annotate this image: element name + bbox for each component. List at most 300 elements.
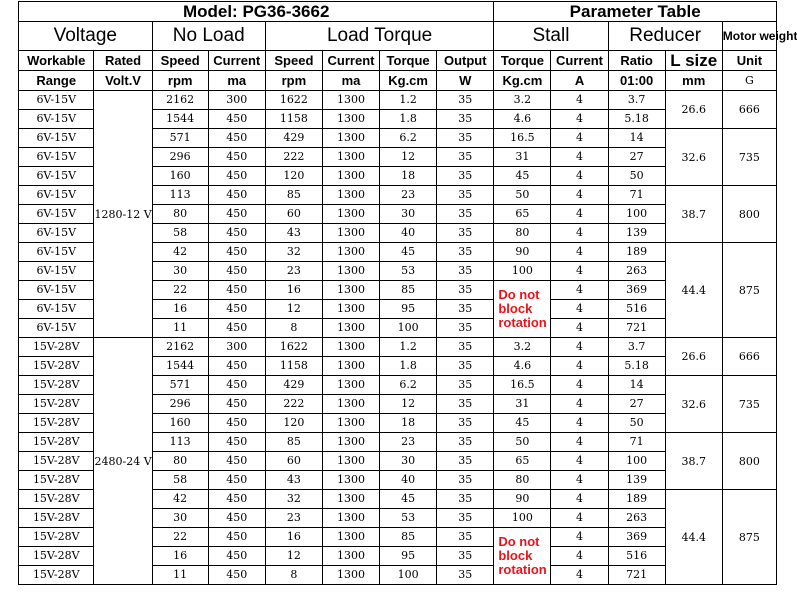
- noload-speed-cell: 11: [152, 319, 208, 338]
- load-current-cell: 1300: [322, 566, 379, 585]
- noload-speed-cell: 42: [152, 490, 208, 509]
- load-current-cell: 1300: [322, 509, 379, 528]
- load-current-cell: 1300: [322, 167, 379, 186]
- load-torque-cell: 6.2: [380, 376, 437, 395]
- stall-torque-cell: 90: [494, 490, 551, 509]
- workable-range-cell: 6V-15V: [19, 186, 94, 205]
- noload-speed-cell: 296: [152, 395, 208, 414]
- stall-current-cell: 4: [551, 224, 608, 243]
- lsize-cell: 32.6: [665, 376, 722, 433]
- noload-speed-cell: 16: [152, 547, 208, 566]
- noload-speed-cell: 22: [152, 281, 208, 300]
- lsize-cell: 26.6: [665, 91, 722, 129]
- ratio-cell: 516: [608, 300, 665, 319]
- load-torque-cell: 45: [380, 243, 437, 262]
- table-row: [19, 338, 777, 357]
- stall-torque-cell: [494, 528, 551, 585]
- unit-stall-kgcm: Kg.cm: [494, 71, 551, 91]
- parameter-table-title: Parameter Table: [494, 2, 777, 22]
- col-header-load-torque: Torque: [380, 51, 437, 71]
- workable-range-cell: 6V-15V: [19, 167, 94, 186]
- load-speed-cell: 85: [265, 433, 322, 452]
- load-current-cell: 1300: [322, 224, 379, 243]
- noload-speed-cell: 571: [152, 376, 208, 395]
- output-cell: 35: [437, 547, 494, 566]
- col-header-noload-current: Current: [208, 51, 265, 71]
- load-speed-cell: 32: [265, 490, 322, 509]
- load-current-cell: 1300: [322, 528, 379, 547]
- noload-speed-cell: 30: [152, 262, 208, 281]
- stall-current-cell: 4: [551, 566, 608, 585]
- output-cell: 35: [437, 186, 494, 205]
- weight-cell: 666: [722, 338, 776, 376]
- stall-torque-cell: 45: [494, 167, 551, 186]
- load-torque-cell: 53: [380, 509, 437, 528]
- workable-range-cell: 15V-28V: [19, 471, 94, 490]
- ratio-cell: 100: [608, 452, 665, 471]
- noload-current-cell: 450: [208, 376, 265, 395]
- ratio-cell: 100: [608, 205, 665, 224]
- output-cell: 35: [437, 528, 494, 547]
- noload-speed-cell: 571: [152, 129, 208, 148]
- load-torque-cell: 40: [380, 471, 437, 490]
- output-cell: 35: [437, 376, 494, 395]
- rated-voltage-cell: 2480-24 V: [94, 338, 152, 585]
- load-speed-cell: 120: [265, 167, 322, 186]
- stall-torque-cell: 50: [494, 186, 551, 205]
- stall-current-cell: 4: [551, 91, 608, 110]
- load-speed-cell: 43: [265, 224, 322, 243]
- load-speed-cell: 43: [265, 471, 322, 490]
- load-speed-cell: 23: [265, 509, 322, 528]
- col-header-stall-current: Current: [551, 51, 608, 71]
- output-cell: 35: [437, 414, 494, 433]
- stall-current-cell: 4: [551, 148, 608, 167]
- noload-current-cell: 450: [208, 357, 265, 376]
- load-torque-group-header: Load Torque: [265, 22, 494, 51]
- noload-speed-cell: 42: [152, 243, 208, 262]
- lsize-cell: 38.7: [665, 433, 722, 490]
- stall-torque-cell: 80: [494, 224, 551, 243]
- noload-current-cell: 450: [208, 148, 265, 167]
- load-current-cell: 1300: [322, 414, 379, 433]
- noload-current-cell: 450: [208, 243, 265, 262]
- lsize-cell: 38.7: [665, 186, 722, 243]
- load-current-cell: 1300: [322, 186, 379, 205]
- stall-torque-cell: 3.2: [494, 91, 551, 110]
- load-current-cell: 1300: [322, 148, 379, 167]
- output-cell: 35: [437, 243, 494, 262]
- output-cell: 35: [437, 110, 494, 129]
- load-speed-cell: 1622: [265, 338, 322, 357]
- ratio-cell: 50: [608, 167, 665, 186]
- workable-range-cell: 6V-15V: [19, 243, 94, 262]
- col-header-load-speed: Speed: [265, 51, 322, 71]
- noload-speed-cell: 160: [152, 414, 208, 433]
- load-torque-cell: 1.8: [380, 357, 437, 376]
- workable-range-cell: 6V-15V: [19, 319, 94, 338]
- load-torque-cell: 1.8: [380, 110, 437, 129]
- stall-current-cell: 4: [551, 281, 608, 300]
- output-cell: 35: [437, 509, 494, 528]
- load-torque-cell: 45: [380, 490, 437, 509]
- stall-torque-cell: 3.2: [494, 338, 551, 357]
- load-current-cell: 1300: [322, 262, 379, 281]
- ratio-cell: 189: [608, 490, 665, 509]
- load-speed-cell: 429: [265, 376, 322, 395]
- noload-speed-cell: 1544: [152, 110, 208, 129]
- load-current-cell: 1300: [322, 91, 379, 110]
- noload-speed-cell: 80: [152, 452, 208, 471]
- unit-noload-ma: ma: [208, 71, 265, 91]
- col-header-ratio: Ratio: [608, 51, 665, 71]
- load-current-cell: 1300: [322, 357, 379, 376]
- stall-current-cell: 4: [551, 471, 608, 490]
- load-current-cell: 1300: [322, 243, 379, 262]
- col-header-stall-torque: Torque: [494, 51, 551, 71]
- stall-group-header: Stall: [494, 22, 608, 51]
- load-torque-cell: 12: [380, 395, 437, 414]
- load-current-cell: 1300: [322, 452, 379, 471]
- stall-current-cell: 4: [551, 300, 608, 319]
- stall-torque-cell: 31: [494, 148, 551, 167]
- noload-speed-cell: 80: [152, 205, 208, 224]
- model-title: Model: PG36-3662: [19, 2, 494, 22]
- col-header-output: Output: [437, 51, 494, 71]
- load-speed-cell: 12: [265, 547, 322, 566]
- unit-volt: Volt.V: [94, 71, 152, 91]
- stall-torque-cell: 50: [494, 433, 551, 452]
- ratio-cell: 50: [608, 414, 665, 433]
- ratio-cell: 369: [608, 528, 665, 547]
- load-speed-cell: 32: [265, 243, 322, 262]
- load-torque-cell: 18: [380, 414, 437, 433]
- load-speed-cell: 23: [265, 262, 322, 281]
- stall-torque-cell: 31: [494, 395, 551, 414]
- stall-current-cell: 4: [551, 205, 608, 224]
- load-torque-cell: 100: [380, 319, 437, 338]
- lsize-cell: 32.6: [665, 129, 722, 186]
- noload-current-cell: 450: [208, 205, 265, 224]
- load-speed-cell: 222: [265, 148, 322, 167]
- ratio-cell: 189: [608, 243, 665, 262]
- unit-mm: mm: [665, 71, 722, 91]
- ratio-cell: 27: [608, 148, 665, 167]
- weight-cell: 875: [722, 243, 776, 338]
- noload-current-cell: 450: [208, 528, 265, 547]
- ratio-cell: 516: [608, 547, 665, 566]
- unit-ratio: 01:00: [608, 71, 665, 91]
- unit-header-row: [19, 71, 777, 91]
- ratio-cell: 263: [608, 509, 665, 528]
- output-cell: 35: [437, 281, 494, 300]
- ratio-cell: 139: [608, 224, 665, 243]
- load-torque-cell: 30: [380, 452, 437, 471]
- output-cell: 35: [437, 319, 494, 338]
- noload-current-cell: 450: [208, 281, 265, 300]
- stall-current-cell: 4: [551, 395, 608, 414]
- load-torque-cell: 95: [380, 300, 437, 319]
- load-current-cell: 1300: [322, 547, 379, 566]
- output-cell: 35: [437, 395, 494, 414]
- workable-range-cell: 15V-28V: [19, 357, 94, 376]
- load-torque-cell: 6.2: [380, 129, 437, 148]
- noload-current-cell: 450: [208, 509, 265, 528]
- stall-current-cell: 4: [551, 414, 608, 433]
- ratio-cell: 27: [608, 395, 665, 414]
- output-cell: 35: [437, 262, 494, 281]
- noload-current-cell: 450: [208, 319, 265, 338]
- load-current-cell: 1300: [322, 319, 379, 338]
- parameter-table: [18, 1, 797, 585]
- col-header-noload-speed: Speed: [152, 51, 208, 71]
- workable-range-cell: 15V-28V: [19, 547, 94, 566]
- noload-current-cell: 450: [208, 395, 265, 414]
- stall-torque-cell: 4.6: [494, 357, 551, 376]
- output-cell: 35: [437, 490, 494, 509]
- stall-current-cell: 4: [551, 528, 608, 547]
- voltage-group-header: Voltage: [19, 22, 153, 51]
- ratio-cell: 369: [608, 281, 665, 300]
- unit-output-w: W: [437, 71, 494, 91]
- output-cell: 35: [437, 129, 494, 148]
- noload-current-cell: 450: [208, 262, 265, 281]
- stall-current-cell: 4: [551, 319, 608, 338]
- noload-speed-cell: 58: [152, 224, 208, 243]
- stall-torque-cell: 80: [494, 471, 551, 490]
- workable-range-cell: 15V-28V: [19, 509, 94, 528]
- reducer-group-header: Reducer: [608, 22, 722, 51]
- unit-stall-a: A: [551, 71, 608, 91]
- noload-current-cell: 450: [208, 224, 265, 243]
- output-cell: 35: [437, 357, 494, 376]
- output-cell: 35: [437, 205, 494, 224]
- output-cell: 35: [437, 566, 494, 585]
- stall-torque-cell: 90: [494, 243, 551, 262]
- col-header-workable: Workable: [19, 51, 94, 71]
- load-current-cell: 1300: [322, 338, 379, 357]
- do-not-block-rotation-warning: Do not block rotation: [498, 534, 547, 577]
- unit-load-kgcm: Kg.cm: [380, 71, 437, 91]
- output-cell: 35: [437, 338, 494, 357]
- noload-speed-cell: 113: [152, 186, 208, 205]
- workable-range-cell: 6V-15V: [19, 110, 94, 129]
- col-header-load-current: Current: [322, 51, 379, 71]
- load-current-cell: 1300: [322, 433, 379, 452]
- stall-current-cell: 4: [551, 167, 608, 186]
- load-torque-cell: 30: [380, 205, 437, 224]
- stall-torque-cell: [494, 281, 551, 338]
- load-speed-cell: 1158: [265, 357, 322, 376]
- ratio-cell: 139: [608, 471, 665, 490]
- load-speed-cell: 222: [265, 395, 322, 414]
- output-cell: 35: [437, 433, 494, 452]
- output-cell: 35: [437, 471, 494, 490]
- lsize-cell: 44.4: [665, 490, 722, 585]
- noload-speed-cell: 16: [152, 300, 208, 319]
- noload-speed-cell: 2162: [152, 91, 208, 110]
- load-torque-cell: 100: [380, 566, 437, 585]
- stall-current-cell: 4: [551, 186, 608, 205]
- stall-current-cell: 4: [551, 129, 608, 148]
- weight-cell: 875: [722, 490, 776, 585]
- ratio-cell: 721: [608, 566, 665, 585]
- workable-range-cell: 6V-15V: [19, 224, 94, 243]
- workable-range-cell: 6V-15V: [19, 205, 94, 224]
- load-current-cell: 1300: [322, 490, 379, 509]
- ratio-cell: 3.7: [608, 91, 665, 110]
- workable-range-cell: 6V-15V: [19, 148, 94, 167]
- load-current-cell: 1300: [322, 110, 379, 129]
- noload-current-cell: 300: [208, 91, 265, 110]
- weight-cell: 735: [722, 376, 776, 433]
- load-current-cell: 1300: [322, 471, 379, 490]
- load-current-cell: 1300: [322, 205, 379, 224]
- load-torque-cell: 95: [380, 547, 437, 566]
- workable-range-cell: 15V-28V: [19, 452, 94, 471]
- stall-current-cell: 4: [551, 490, 608, 509]
- load-speed-cell: 1158: [265, 110, 322, 129]
- load-current-cell: 1300: [322, 376, 379, 395]
- noload-speed-cell: 30: [152, 509, 208, 528]
- output-cell: 35: [437, 148, 494, 167]
- load-torque-cell: 18: [380, 167, 437, 186]
- rated-voltage-cell: 1280-12 V: [94, 91, 152, 338]
- load-speed-cell: 60: [265, 452, 322, 471]
- noload-speed-cell: 58: [152, 471, 208, 490]
- noload-current-cell: 450: [208, 414, 265, 433]
- load-torque-cell: 23: [380, 186, 437, 205]
- stall-current-cell: 4: [551, 357, 608, 376]
- load-speed-cell: 120: [265, 414, 322, 433]
- workable-range-cell: 6V-15V: [19, 300, 94, 319]
- no-load-group-header: No Load: [152, 22, 265, 51]
- workable-range-cell: 15V-28V: [19, 566, 94, 585]
- noload-current-cell: 450: [208, 300, 265, 319]
- stall-current-cell: 4: [551, 262, 608, 281]
- lsize-cell: 44.4: [665, 243, 722, 338]
- noload-current-cell: 450: [208, 129, 265, 148]
- load-speed-cell: 8: [265, 319, 322, 338]
- workable-range-cell: 15V-28V: [19, 376, 94, 395]
- stall-torque-cell: 100: [494, 262, 551, 281]
- noload-speed-cell: 113: [152, 433, 208, 452]
- load-current-cell: 1300: [322, 129, 379, 148]
- load-speed-cell: 429: [265, 129, 322, 148]
- noload-speed-cell: 11: [152, 566, 208, 585]
- ratio-cell: 71: [608, 186, 665, 205]
- noload-speed-cell: 296: [152, 148, 208, 167]
- stall-torque-cell: 45: [494, 414, 551, 433]
- workable-range-cell: 15V-28V: [19, 414, 94, 433]
- weight-cell: 800: [722, 186, 776, 243]
- load-torque-cell: 12: [380, 148, 437, 167]
- workable-range-cell: 6V-15V: [19, 281, 94, 300]
- output-cell: 35: [437, 224, 494, 243]
- stall-current-cell: 4: [551, 243, 608, 262]
- noload-current-cell: 450: [208, 433, 265, 452]
- weight-cell: 735: [722, 129, 776, 186]
- stall-current-cell: 4: [551, 376, 608, 395]
- output-cell: 35: [437, 91, 494, 110]
- stall-current-cell: 4: [551, 509, 608, 528]
- load-current-cell: 1300: [322, 281, 379, 300]
- noload-current-cell: 450: [208, 490, 265, 509]
- noload-current-cell: 450: [208, 471, 265, 490]
- output-cell: 35: [437, 300, 494, 319]
- unit-load-ma: ma: [322, 71, 379, 91]
- unit-grams: G: [722, 71, 776, 91]
- stall-current-cell: 4: [551, 338, 608, 357]
- ratio-cell: 3.7: [608, 338, 665, 357]
- ratio-cell: 263: [608, 262, 665, 281]
- table-row: [19, 91, 777, 110]
- workable-range-cell: 6V-15V: [19, 262, 94, 281]
- group-header-row: [19, 22, 777, 51]
- stall-current-cell: 4: [551, 110, 608, 129]
- ratio-cell: 721: [608, 319, 665, 338]
- noload-current-cell: 300: [208, 338, 265, 357]
- load-torque-cell: 53: [380, 262, 437, 281]
- title-row: [19, 2, 777, 22]
- weight-cell: 800: [722, 433, 776, 490]
- unit-noload-rpm: rpm: [152, 71, 208, 91]
- ratio-cell: 5.18: [608, 357, 665, 376]
- load-speed-cell: 12: [265, 300, 322, 319]
- workable-range-cell: 6V-15V: [19, 91, 94, 110]
- workable-range-cell: 15V-28V: [19, 433, 94, 452]
- stall-torque-cell: 100: [494, 509, 551, 528]
- load-torque-cell: 1.2: [380, 91, 437, 110]
- load-current-cell: 1300: [322, 395, 379, 414]
- noload-current-cell: 450: [208, 186, 265, 205]
- noload-current-cell: 450: [208, 452, 265, 471]
- load-current-cell: 1300: [322, 300, 379, 319]
- workable-range-cell: 15V-28V: [19, 338, 94, 357]
- noload-current-cell: 450: [208, 547, 265, 566]
- load-speed-cell: 8: [265, 566, 322, 585]
- load-torque-cell: 85: [380, 528, 437, 547]
- load-speed-cell: 16: [265, 528, 322, 547]
- stall-current-cell: 4: [551, 433, 608, 452]
- load-speed-cell: 16: [265, 281, 322, 300]
- ratio-cell: 14: [608, 376, 665, 395]
- load-speed-cell: 1622: [265, 91, 322, 110]
- noload-current-cell: 450: [208, 167, 265, 186]
- output-cell: 35: [437, 452, 494, 471]
- do-not-block-rotation-warning: Do not block rotation: [498, 287, 547, 330]
- noload-speed-cell: 2162: [152, 338, 208, 357]
- stall-current-cell: 4: [551, 547, 608, 566]
- noload-current-cell: 450: [208, 110, 265, 129]
- lsize-cell: 26.6: [665, 338, 722, 376]
- ratio-cell: 71: [608, 433, 665, 452]
- col-header-unit: Unit: [722, 51, 776, 71]
- col-header-lsize: L size: [665, 51, 722, 71]
- col-header-rated: Rated: [94, 51, 152, 71]
- load-speed-cell: 60: [265, 205, 322, 224]
- ratio-cell: 5.18: [608, 110, 665, 129]
- output-cell: 35: [437, 167, 494, 186]
- unit-range: Range: [19, 71, 94, 91]
- workable-range-cell: 15V-28V: [19, 528, 94, 547]
- noload-current-cell: 450: [208, 566, 265, 585]
- stall-torque-cell: 16.5: [494, 376, 551, 395]
- ratio-cell: 14: [608, 129, 665, 148]
- noload-speed-cell: 1544: [152, 357, 208, 376]
- noload-speed-cell: 22: [152, 528, 208, 547]
- stall-torque-cell: 16.5: [494, 129, 551, 148]
